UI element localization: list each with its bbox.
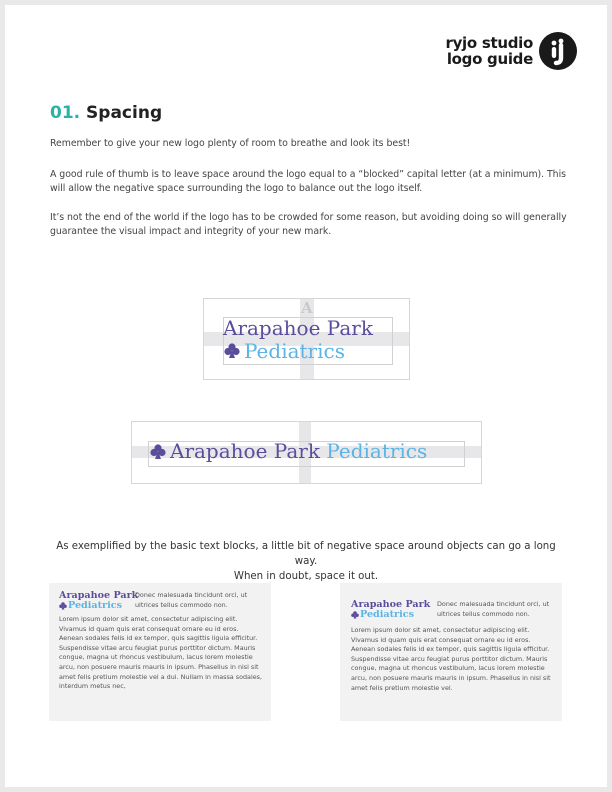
horizontal-logo-spacing-demo — [131, 421, 482, 484]
caption-line-1: As exemplified by the basic text blocks, a little bit of negative space around objects can go a long way. — [56, 541, 556, 567]
paragraph-2: A good rule of thumb is to leave space around the logo equal to a “blocked” capital letter (at a minimum). This will allow the negative space surrounding the logo to balance out the logo itself. — [50, 169, 566, 194]
brand-line-2: logo guide — [446, 50, 533, 68]
side-text: Donec malesuada tincidunt orci, ut ultrices tellus commodo non. — [437, 600, 550, 618]
medical-cross-icon — [150, 444, 166, 460]
paragraph-3: It’s not the end of the world if the logo has to be crowded for some reason, but avoiding doing so will generally guarantee the visual impact and integrity of your new mark. — [50, 212, 567, 237]
ryjo-monogram-icon — [539, 32, 577, 70]
paragraph-1: Remember to give your new logo plenty of room to breathe and look its best! — [50, 138, 411, 149]
brand-text — [445, 35, 533, 67]
mini-logo-word-2: Pediatrics — [68, 600, 123, 611]
logo-word-1: Arapahoe Park — [170, 439, 320, 463]
logo-horizontal — [170, 439, 427, 463]
logo-word-1: Arapahoe Park — [223, 316, 373, 340]
section-heading — [50, 103, 162, 123]
caption — [45, 539, 567, 584]
logo-word-2: Pediatrics — [244, 339, 345, 363]
side-text: Donec malesuada tincidunt orci, ut ultrices tellus commodo non. — [135, 591, 248, 609]
page — [5, 5, 607, 787]
caption-line-2: When in doubt, space it out. — [233, 571, 379, 582]
mini-logo-word-1: Arapahoe Park — [351, 599, 431, 610]
mini-logo-word-1: Arapahoe Park — [59, 590, 139, 601]
mini-logo-word-2: Pediatrics — [360, 609, 415, 620]
stacked-logo-spacing-demo — [203, 298, 410, 380]
section-number: 01. — [50, 103, 81, 123]
medical-cross-icon — [224, 343, 240, 359]
medical-cross-icon — [351, 611, 359, 619]
medical-cross-icon — [59, 602, 67, 610]
brand-header — [445, 32, 577, 70]
lorem-paragraph: Lorem ipsum dolor sit amet, consectetur adipiscing elit. Vivamus id quam quis erat consequat ornare eu id eros. Aenean sodales felis id ex tempor, quis sagittis ligula efficitur. Suspendisse vitae arcu feugiat purus porttitor dictum. Mauris congue, magna ut rhoncus vestibulum, lacus lorem molestie arcu, non posuere mauris mauris in ipsum. Phasellus in nisl sit amet felis pretium molestie vel a dui. Nullam in massa sodales, interdum metus nec, — [59, 615, 263, 691]
blocked-letter-marker: A — [301, 299, 313, 317]
example-block-spaced — [340, 583, 562, 721]
example-block-crowded — [49, 583, 271, 721]
lorem-paragraph: Lorem ipsum dolor sit amet, consectetur adipiscing elit. Vivamus id quam quis erat consequat ornare eu id eros. Aenean sodales felis id ex tempor, quis sagittis ligula efficitur. Suspendisse vitae arcu feugiat purus porttitor dictum. Mauris congue, magna ut rhoncus vestibulum, lacus lorem molestie arcu, non posuere mauris mauris in ipsum. Phasellus in nisl sit amet felis pretium molestie vel. — [351, 626, 551, 692]
section-title: Spacing — [86, 103, 163, 123]
logo-word-2: Pediatrics — [326, 439, 428, 463]
brand-line-1: ryjo studio — [445, 34, 533, 52]
